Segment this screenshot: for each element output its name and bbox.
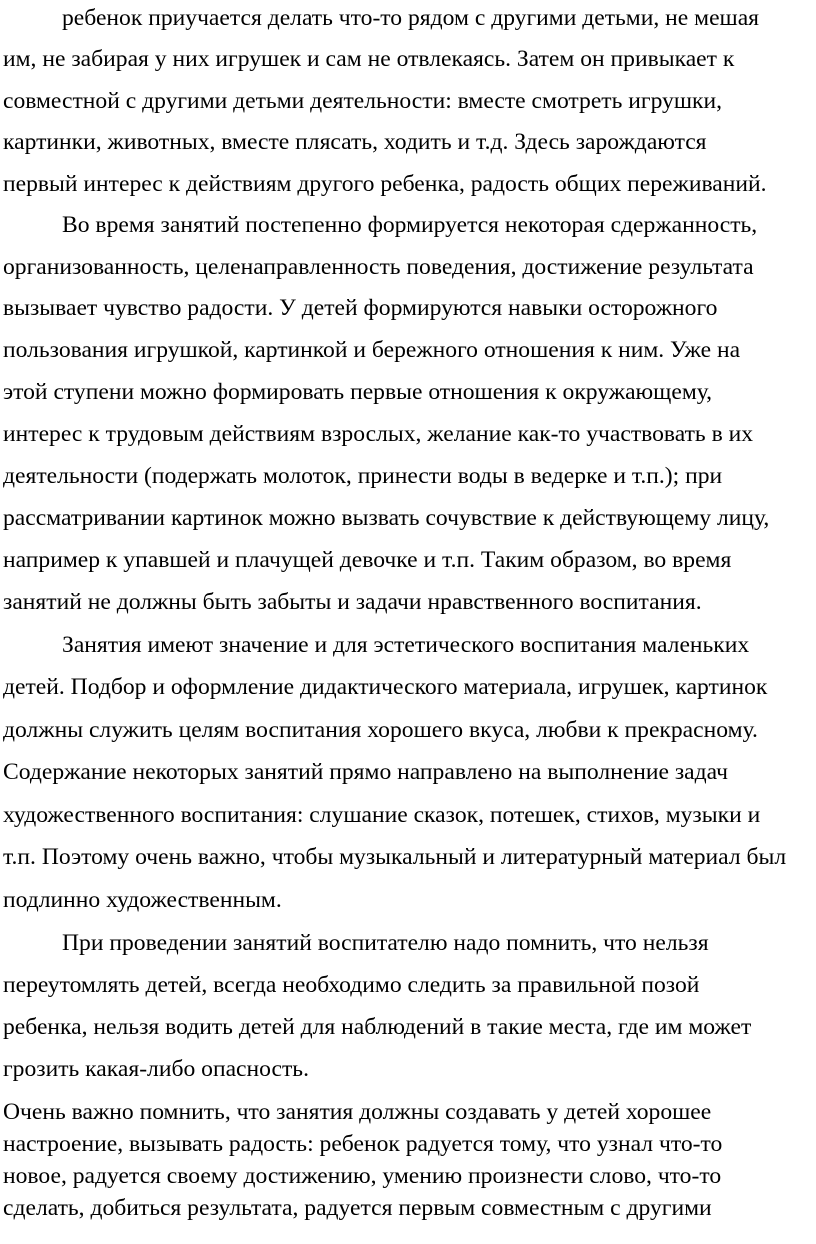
text-line: т.п. Поэтому очень важно, чтобы музыкальный и литературный материал был (3, 844, 787, 870)
text-line: этой ступени можно формировать первые отношения к окружающему, (3, 379, 713, 405)
paragraph-first-line: Занятия имеют значение и для эстетического воспитания маленьких (62, 632, 750, 658)
text-line: совместной с другими детьми деятельности: вместе смотреть игрушки, (3, 88, 723, 114)
text-line: детей. Подбор и оформление дидактического материала, игрушек, картинок (3, 674, 768, 700)
paragraph-first-line: При проведении занятий воспитателю надо помнить, что нельзя (62, 930, 709, 956)
text-line: настроение, вызывать радость: ребенок радуется тому, что узнал что-то (3, 1131, 723, 1157)
paragraph-first-line: Во время занятий постепенно формируется некоторая сдержанность, (62, 212, 758, 238)
text-line: сделать, добиться результата, радуется первым совместным с другими (3, 1195, 712, 1221)
text-line: рассматривании картинок можно вызвать сочувствие к действующему лицу, (3, 505, 770, 531)
text-line: занятий не должны быть забыты и задачи нравственного воспитания. (3, 589, 702, 615)
text-line: подлинно художественным. (3, 887, 282, 913)
text-line: первый интерес к действиям другого ребенка, радость общих переживаний. (3, 171, 767, 197)
text-line: например к упавшей и плачущей девочке и т.п. Таким образом, во время (3, 547, 732, 573)
text-line: грозить какая-либо опасность. (3, 1056, 309, 1082)
text-line: Содержание некоторых занятий прямо направлено на выполнение задач (3, 759, 729, 785)
text-line: интерес к трудовым действиям взрослых, желание как-то участвовать в их (3, 421, 754, 447)
text-line: пользования игрушкой, картинкой и бережного отношения к ним. Уже на (3, 337, 741, 363)
text-line: им, не забирая у них игрушек и сам не отвлекаясь. Затем он привыкает к (3, 46, 735, 72)
text-line: картинки, животных, вместе плясать, ходить и т.д. Здесь зарождаются (3, 129, 707, 155)
paragraph-first-line: Очень важно помнить, что занятия должны создавать у детей хорошее (3, 1099, 712, 1125)
text-line: переутомлять детей, всегда необходимо следить за правильной позой (3, 972, 700, 998)
text-line: ребенка, нельзя водить детей для наблюдений в такие места, где им может (3, 1014, 752, 1040)
text-line: должны служить целям воспитания хорошего вкуса, любви к прекрасному. (3, 717, 758, 743)
text-line: ребенок приучается делать что-то рядом с другими детьми, не мешая (62, 5, 760, 31)
text-line: деятельности (подержать молоток, принести воды в ведерке и т.п.); при (3, 463, 723, 489)
text-line: организованность, целенаправленность поведения, достижение результата (3, 254, 754, 280)
text-line: вызывает чувство радости. У детей формируются навыки осторожного (3, 295, 718, 321)
text-line: художественного воспитания: слушание сказок, потешек, стихов, музыки и (3, 802, 761, 828)
text-line: новое, радуется своему достижению, умению произнести слово, что-то (3, 1163, 722, 1189)
